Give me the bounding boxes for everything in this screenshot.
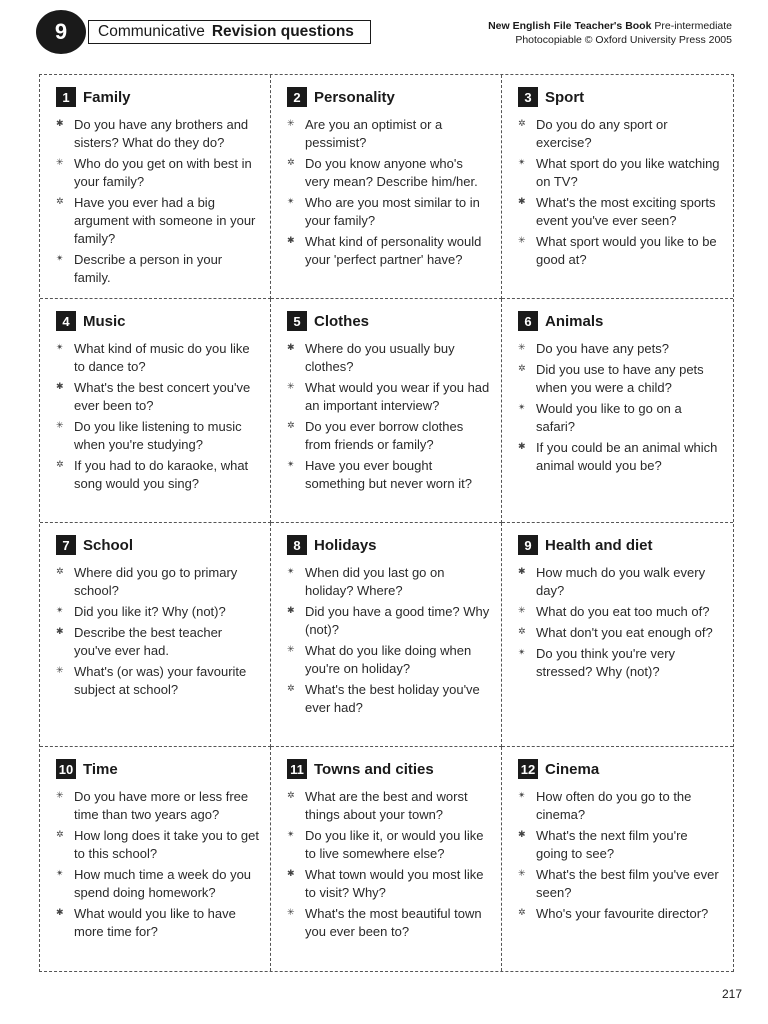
question-item bbox=[287, 642, 491, 678]
question-text: Who's your favourite director? bbox=[536, 906, 709, 921]
question-text: Who are you most similar to in your family? bbox=[305, 195, 480, 228]
tick-mark-icon: ✲ bbox=[56, 196, 64, 206]
copyright: Photocopiable © Oxford University Press 2005 bbox=[515, 34, 732, 46]
tick-mark-icon: ✴ bbox=[56, 253, 64, 263]
tick-mark-icon: ✱ bbox=[56, 118, 64, 128]
question-item bbox=[287, 681, 491, 717]
question-text: How much time a week do you spend doing homework? bbox=[74, 867, 252, 900]
card-number: 8 bbox=[287, 535, 307, 555]
tick-mark-icon: ✴ bbox=[56, 342, 64, 352]
card-header bbox=[287, 87, 491, 107]
question-item bbox=[56, 251, 260, 287]
card-header bbox=[287, 759, 491, 779]
tick-mark-icon: ✱ bbox=[287, 868, 295, 878]
tick-mark-icon: ✳ bbox=[287, 118, 295, 128]
card-title: School bbox=[83, 536, 134, 554]
tick-mark-icon: ✴ bbox=[56, 605, 64, 615]
tick-mark-icon: ✳ bbox=[518, 342, 526, 352]
tick-mark-icon: ✳ bbox=[56, 665, 64, 675]
question-card bbox=[502, 747, 733, 971]
question-card bbox=[271, 299, 502, 523]
question-item bbox=[56, 827, 260, 863]
card-title: Clothes bbox=[314, 312, 370, 330]
question-card bbox=[271, 747, 502, 971]
question-item bbox=[56, 905, 260, 941]
card-number: 11 bbox=[287, 759, 307, 779]
section-title bbox=[88, 20, 371, 44]
card-title: Personality bbox=[314, 88, 395, 106]
page-number: 217 bbox=[721, 987, 742, 1001]
tick-mark-icon: ✱ bbox=[518, 441, 526, 451]
tick-mark-icon: ✴ bbox=[518, 157, 526, 167]
question-item bbox=[56, 116, 260, 152]
tick-mark-icon: ✳ bbox=[56, 790, 64, 800]
question-card bbox=[502, 523, 733, 747]
question-item bbox=[518, 866, 723, 902]
card-header bbox=[518, 759, 723, 779]
question-card bbox=[40, 747, 271, 971]
question-text: What sport do you like watching on TV? bbox=[536, 156, 720, 189]
card-number: 2 bbox=[287, 87, 307, 107]
question-item bbox=[56, 194, 260, 248]
question-item bbox=[287, 457, 491, 493]
question-text: What are the best and worst things about your town? bbox=[305, 789, 468, 822]
question-item bbox=[518, 361, 723, 397]
card-title: Holidays bbox=[314, 536, 377, 554]
tick-mark-icon: ✳ bbox=[518, 235, 526, 245]
question-item bbox=[56, 379, 260, 415]
tick-mark-icon: ✲ bbox=[56, 829, 64, 839]
card-number: 6 bbox=[518, 311, 538, 331]
tick-mark-icon: ✱ bbox=[287, 605, 295, 615]
tick-mark-icon: ✱ bbox=[56, 907, 64, 917]
question-text: What don't you eat enough of? bbox=[536, 625, 713, 640]
question-item bbox=[56, 457, 260, 493]
card-title: Sport bbox=[545, 88, 585, 106]
card-title: Animals bbox=[545, 312, 604, 330]
tick-mark-icon: ✲ bbox=[56, 459, 64, 469]
question-item bbox=[287, 418, 491, 454]
question-text: What's the most exciting sports event you've ever seen? bbox=[536, 195, 716, 228]
tick-mark-icon: ✳ bbox=[287, 644, 295, 654]
question-text: What kind of music do you like to dance to? bbox=[74, 341, 250, 374]
question-text: If you had to do karaoke, what song would you sing? bbox=[74, 458, 249, 491]
question-text: What's the best concert you've ever been to? bbox=[74, 380, 251, 413]
tick-mark-icon: ✱ bbox=[518, 196, 526, 206]
card-header bbox=[56, 759, 260, 779]
tick-mark-icon: ✲ bbox=[518, 363, 526, 373]
question-item bbox=[518, 788, 723, 824]
question-item bbox=[287, 827, 491, 863]
card-number: 4 bbox=[56, 311, 76, 331]
question-item bbox=[56, 340, 260, 376]
tick-mark-icon: ✴ bbox=[287, 566, 295, 576]
question-text: What would you like to have more time for? bbox=[74, 906, 236, 939]
question-item bbox=[56, 564, 260, 600]
question-text: Do you have any pets? bbox=[536, 341, 669, 356]
card-title: Cinema bbox=[545, 760, 600, 778]
question-card bbox=[271, 75, 502, 299]
card-header bbox=[56, 535, 260, 555]
question-text: Do you have any brothers and sisters? What do they do? bbox=[74, 117, 249, 150]
card-header bbox=[518, 311, 723, 331]
question-text: What do you eat too much of? bbox=[536, 604, 710, 619]
question-text: What kind of personality would your 'perfect partner' have? bbox=[305, 234, 482, 267]
question-item bbox=[287, 233, 491, 269]
card-number: 1 bbox=[56, 87, 76, 107]
question-item bbox=[56, 788, 260, 824]
tick-mark-icon: ✲ bbox=[287, 790, 295, 800]
question-text: Do you do any sport or exercise? bbox=[536, 117, 668, 150]
question-item bbox=[287, 194, 491, 230]
question-item bbox=[56, 155, 260, 191]
question-item bbox=[518, 116, 723, 152]
tick-mark-icon: ✳ bbox=[56, 157, 64, 167]
question-item bbox=[518, 194, 723, 230]
question-text: What's the most beautiful town you ever been to? bbox=[305, 906, 482, 939]
card-title: Music bbox=[83, 312, 126, 330]
question-item bbox=[56, 663, 260, 699]
book-name: New English File Teacher's Book bbox=[488, 20, 652, 32]
tick-mark-icon: ✴ bbox=[518, 402, 526, 412]
tick-mark-icon: ✲ bbox=[56, 566, 64, 576]
question-text: What's the next film you're going to see? bbox=[536, 828, 688, 861]
tick-mark-icon: ✳ bbox=[287, 907, 295, 917]
question-text: Are you an optimist or a pessimist? bbox=[305, 117, 443, 150]
tick-mark-icon: ✴ bbox=[287, 459, 295, 469]
question-text: Did you use to have any pets when you were a child? bbox=[536, 362, 704, 395]
question-item bbox=[287, 155, 491, 191]
question-text: What's (or was) your favourite subject at school? bbox=[74, 664, 247, 697]
card-number: 3 bbox=[518, 87, 538, 107]
card-header bbox=[56, 87, 260, 107]
question-item bbox=[518, 603, 723, 621]
card-header bbox=[518, 87, 723, 107]
tick-mark-icon: ✴ bbox=[518, 790, 526, 800]
tick-mark-icon: ✱ bbox=[518, 566, 526, 576]
question-text: Do you think you're very stressed? Why (not)? bbox=[536, 646, 676, 679]
card-grid bbox=[39, 74, 734, 972]
card-header bbox=[56, 311, 260, 331]
tick-mark-icon: ✱ bbox=[56, 381, 64, 391]
question-card bbox=[502, 299, 733, 523]
card-header bbox=[287, 311, 491, 331]
title-prefix: Communicative bbox=[98, 23, 205, 40]
question-text: When did you last go on holiday? Where? bbox=[305, 565, 445, 598]
question-item bbox=[287, 603, 491, 639]
card-number: 10 bbox=[56, 759, 76, 779]
card-title: Health and diet bbox=[545, 536, 653, 554]
card-number: 9 bbox=[518, 535, 538, 555]
tick-mark-icon: ✲ bbox=[518, 118, 526, 128]
card-header bbox=[518, 535, 723, 555]
question-text: Have you ever bought something but never worn it? bbox=[305, 458, 472, 491]
page-header bbox=[0, 0, 768, 70]
question-text: What's the best holiday you've ever had? bbox=[305, 682, 480, 715]
question-card bbox=[40, 299, 271, 523]
question-text: Would you like to go on a safari? bbox=[536, 401, 682, 434]
question-item bbox=[518, 400, 723, 436]
question-text: If you could be an animal which animal would you be? bbox=[536, 440, 718, 473]
question-text: Do you like it, or would you like to live somewhere else? bbox=[305, 828, 484, 861]
question-item bbox=[56, 866, 260, 902]
tick-mark-icon: ✴ bbox=[518, 647, 526, 657]
question-text: Do you know anyone who's very mean? Describe him/her. bbox=[305, 156, 478, 189]
question-item bbox=[287, 564, 491, 600]
question-text: Where do you usually buy clothes? bbox=[305, 341, 455, 374]
book-line bbox=[488, 19, 732, 33]
question-text: Have you ever had a big argument with someone in your family? bbox=[74, 195, 256, 246]
card-number: 5 bbox=[287, 311, 307, 331]
question-item bbox=[518, 645, 723, 681]
question-item bbox=[287, 905, 491, 941]
tick-mark-icon: ✱ bbox=[518, 829, 526, 839]
question-text: Do you ever borrow clothes from friends or family? bbox=[305, 419, 464, 452]
tick-mark-icon: ✱ bbox=[287, 342, 295, 352]
question-text: Did you like it? Why (not)? bbox=[74, 604, 226, 619]
tick-mark-icon: ✱ bbox=[56, 626, 64, 636]
title-main: Revision questions bbox=[211, 23, 354, 40]
question-text: Where did you go to primary school? bbox=[74, 565, 238, 598]
card-header bbox=[287, 535, 491, 555]
card-title: Family bbox=[83, 88, 131, 106]
tick-mark-icon: ✲ bbox=[518, 626, 526, 636]
unit-badge: 9 bbox=[36, 10, 86, 54]
tick-mark-icon: ✲ bbox=[287, 420, 295, 430]
question-item bbox=[518, 905, 723, 923]
question-text: Did you have a good time? Why (not)? bbox=[305, 604, 490, 637]
question-text: Do you like listening to music when you're studying? bbox=[74, 419, 242, 452]
tick-mark-icon: ✳ bbox=[56, 420, 64, 430]
question-item bbox=[287, 379, 491, 415]
tick-mark-icon: ✳ bbox=[518, 605, 526, 615]
question-item bbox=[518, 340, 723, 358]
question-text: How much do you walk every day? bbox=[536, 565, 706, 598]
question-item bbox=[518, 233, 723, 269]
tick-mark-icon: ✲ bbox=[287, 157, 295, 167]
card-title: Towns and cities bbox=[314, 760, 434, 778]
question-card bbox=[40, 75, 271, 299]
question-card bbox=[502, 75, 733, 299]
tick-mark-icon: ✴ bbox=[56, 868, 64, 878]
question-item bbox=[287, 788, 491, 824]
question-item bbox=[56, 418, 260, 454]
tick-mark-icon: ✳ bbox=[518, 868, 526, 878]
question-card bbox=[271, 523, 502, 747]
question-text: Who do you get on with best in your family? bbox=[74, 156, 252, 189]
question-item bbox=[518, 155, 723, 191]
question-text: Do you have more or less free time than two years ago? bbox=[74, 789, 249, 822]
question-card bbox=[40, 523, 271, 747]
tick-mark-icon: ✲ bbox=[287, 683, 295, 693]
card-number: 12 bbox=[518, 759, 538, 779]
question-item bbox=[56, 624, 260, 660]
question-text: How long does it take you to get to this school? bbox=[74, 828, 260, 861]
question-text: What's the best film you've ever seen? bbox=[536, 867, 719, 900]
question-text: What town would you most like to visit? Why? bbox=[305, 867, 484, 900]
book-level: Pre-intermediate bbox=[654, 20, 732, 32]
question-item bbox=[56, 603, 260, 621]
tick-mark-icon: ✴ bbox=[287, 196, 295, 206]
publisher-info bbox=[488, 19, 732, 47]
question-item bbox=[518, 564, 723, 600]
question-text: What do you like doing when you're on holiday? bbox=[305, 643, 472, 676]
question-text: Describe a person in your family. bbox=[74, 252, 223, 285]
question-item bbox=[287, 340, 491, 376]
question-text: Describe the best teacher you've ever had. bbox=[74, 625, 223, 658]
tick-mark-icon: ✱ bbox=[287, 235, 295, 245]
tick-mark-icon: ✳ bbox=[287, 381, 295, 391]
question-item bbox=[518, 624, 723, 642]
tick-mark-icon: ✴ bbox=[287, 829, 295, 839]
question-item bbox=[518, 827, 723, 863]
question-text: What sport would you like to be good at? bbox=[536, 234, 717, 267]
tick-mark-icon: ✲ bbox=[518, 907, 526, 917]
question-text: How often do you go to the cinema? bbox=[536, 789, 692, 822]
question-item bbox=[518, 439, 723, 475]
question-item bbox=[287, 866, 491, 902]
question-text: What would you wear if you had an important interview? bbox=[305, 380, 490, 413]
card-number: 7 bbox=[56, 535, 76, 555]
question-item bbox=[287, 116, 491, 152]
card-title: Time bbox=[83, 760, 118, 778]
